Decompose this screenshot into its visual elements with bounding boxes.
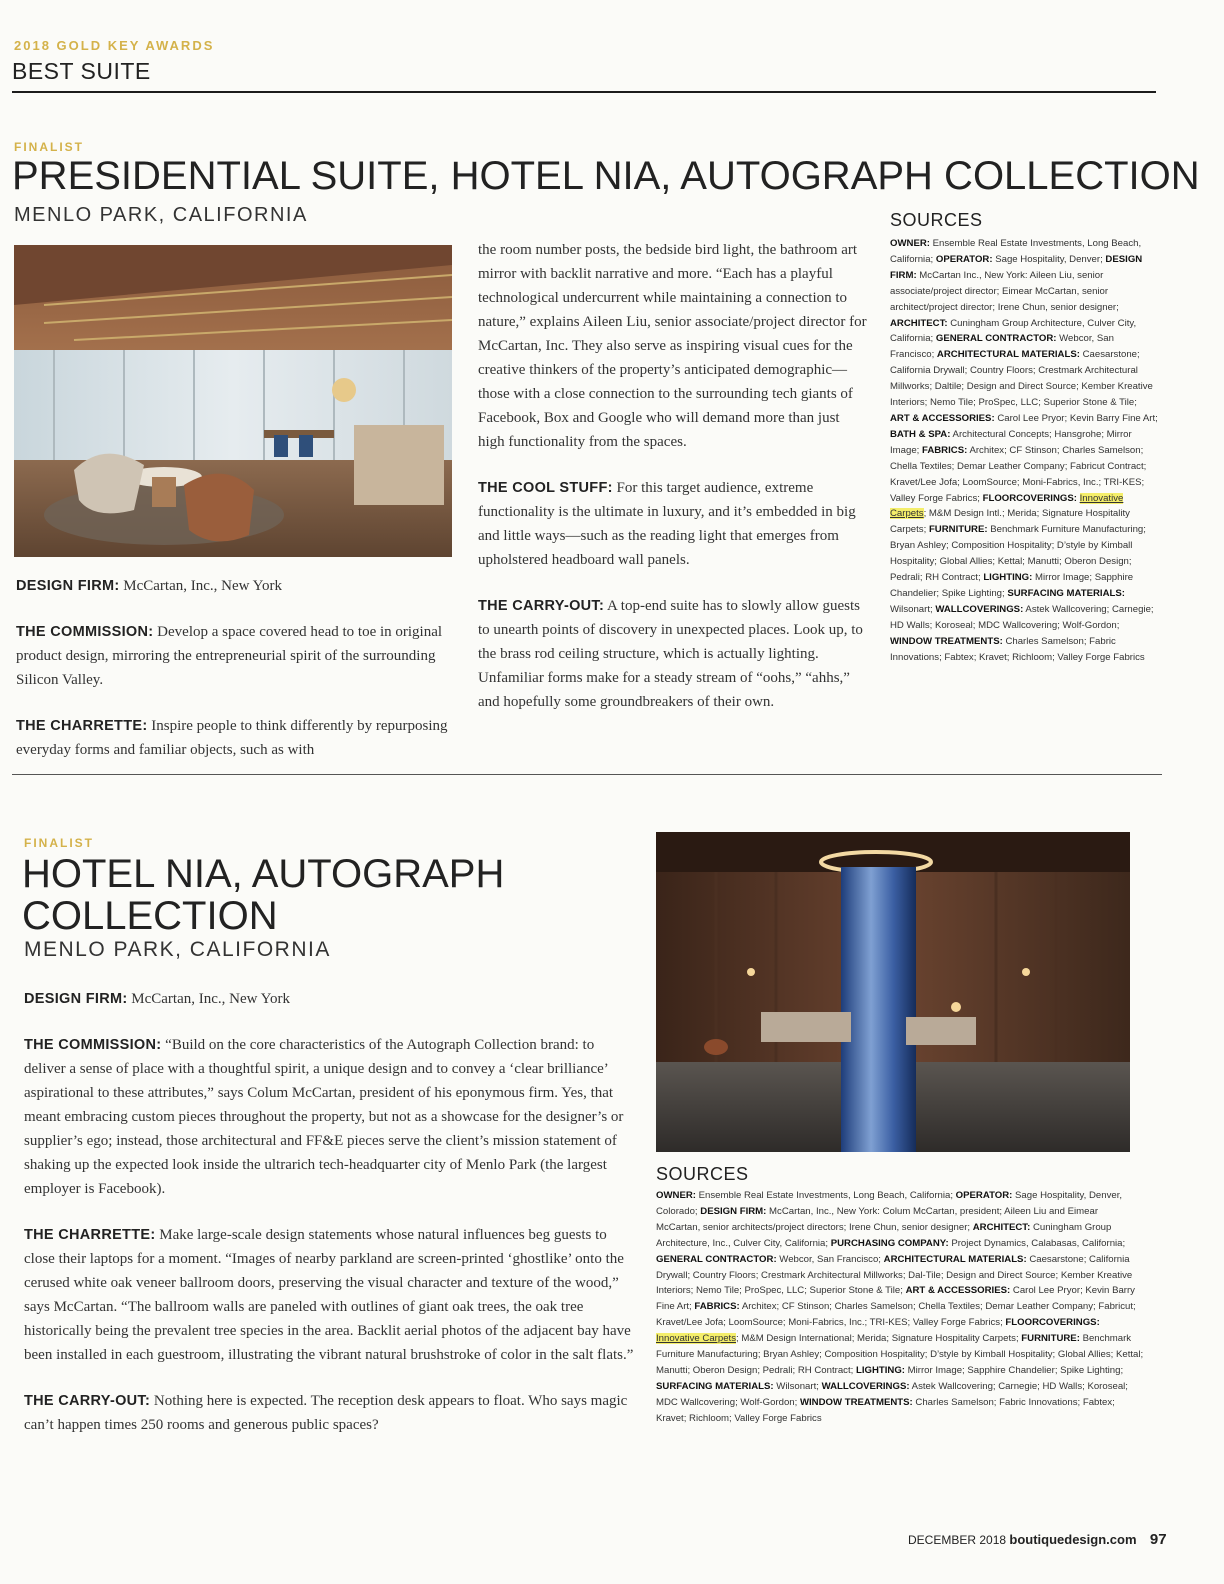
footer-issue: DECEMBER 2018 bbox=[908, 1533, 1007, 1547]
entry1-carry-out: THE CARRY-OUT: A top-end suite has to slowly allow guests to unearth points of discovery in unexpected places. Look up, to the brass rod ceiling structure, which is actually lighting. Unfamiliar forms make for a steady stream of “oohs,” “ahhs,” and hopefully some groundbreakers of their own. bbox=[478, 598, 863, 710]
suite-photo bbox=[14, 245, 452, 557]
highlighted-vendor: Innovative Carpets bbox=[656, 1333, 736, 1345]
source-vendors: Cuningham Group Architecture, Inc., Culver City, California; bbox=[656, 1221, 1112, 1249]
source-vendors: Wilsonart; bbox=[773, 1380, 822, 1392]
source-vendors: Sage Hospitality, Denver; bbox=[992, 253, 1106, 265]
source-category: FABRICS: bbox=[694, 1301, 740, 1313]
entry1-charrette-continued: the room number posts, the bedside bird light, the bathroom art mirror with backlit narrative and more. “Each has a playful technological undercurrent while maintaining a connection to nature,” explains Aileen Liu, senior associate/project director for McCartan, Inc. They also serve as inspiring visual cues for the creative thinkers of the property’s anticipated demographic—those with a close connection to the surrounding tech giants of Facebook, Box and Google who will demand more than just high functionality from the spaces. bbox=[478, 242, 867, 450]
section-title: BEST SUITE bbox=[12, 58, 151, 84]
source-category: FURNITURE: bbox=[928, 524, 988, 536]
entry1-sources-list bbox=[890, 236, 1158, 665]
source-vendors: Caesarstone; California Drywall; Country Floors; Crestmark Architectural Millworks; Daltile; Design and Direct Source; Kember Kreative Interiors; Nemo Tile; ProSpec, LLC; Superior Stone & Tile; bbox=[890, 349, 1153, 409]
source-vendors: Sage Hospitality, Denver, Colorado; bbox=[656, 1190, 1123, 1217]
source-category: LIGHTING: bbox=[983, 572, 1033, 584]
source-category: WINDOW TREATMENTS: bbox=[799, 1396, 913, 1408]
entry2-title: HOTEL NIA, AUTOGRAPH COLLECTION bbox=[22, 852, 505, 938]
entry-divider bbox=[12, 774, 1162, 775]
entry1-sources-title: SOURCES bbox=[890, 210, 983, 230]
source-vendors: Astek Wallcovering; Carnegie; HD Walls; Koroseal; MDC Wallcovering; Wolf-Gordon; bbox=[656, 1380, 1128, 1408]
entry2-location: MENLO PARK, CALIFORNIA bbox=[24, 938, 331, 961]
source-category: FLOORCOVERINGS: bbox=[1005, 1317, 1100, 1329]
source-category: OPERATOR: bbox=[935, 253, 993, 265]
entry2-design-firm: DESIGN FIRM: McCartan, Inc., New York bbox=[24, 991, 290, 1007]
entry1-design-firm: DESIGN FIRM: McCartan, Inc., New York bbox=[16, 578, 282, 594]
source-vendors: Carol Lee Pryor; Kevin Barry Fine Art; bbox=[656, 1285, 1135, 1313]
source-category: DESIGN FIRM: bbox=[890, 253, 1143, 281]
source-vendors: Wilsonart; bbox=[890, 603, 936, 615]
source-category: GENERAL CONTRACTOR: bbox=[656, 1253, 777, 1265]
source-category: DESIGN FIRM: bbox=[700, 1205, 767, 1217]
source-vendors: Carol Lee Pryor; Kevin Barry Fine Art; bbox=[994, 412, 1158, 424]
source-vendors: Architex; CF Stinson; Charles Samelson; Chella Textiles; Demar Leather Company; Fabricut; Kravet/Lee Jofa; LoomSource; Moni-Fabrics, Inc.; TRI-KES; Valley Forge Fabrics; bbox=[656, 1301, 1136, 1329]
source-category: WALLCOVERINGS: bbox=[821, 1380, 910, 1392]
source-vendors: Ensemble Real Estate Investments, Long Beach, California; bbox=[695, 1190, 956, 1201]
source-category: FURNITURE: bbox=[1021, 1333, 1080, 1345]
entry2-finalist-label: FINALIST bbox=[24, 836, 94, 850]
entry2-charrette: THE CHARRETTE: Make large-scale design statements whose natural influences beg guests to close their laptops for a moment. “Images of nearby parkland are screen-printed ‘ghostlike’ onto the cerused white oak veneer ballroom doors, preserving the visual character and texture of the wood,” says McCartan. “The ballroom walls are paneled with outlines of giant oak trees, the oak tree historically being the prevalent tree species in the area. Backlit aerial photos of the adjacent bay have been installed in each guestroom, illustrating the vibrant natural brushstroke of color in the salt flats.” bbox=[24, 1227, 634, 1363]
source-category: ARCHITECTURAL MATERIALS: bbox=[936, 349, 1080, 361]
source-vendors: ; M&M Design Intl.; Merida; Signature Hospitality Carpets; bbox=[890, 508, 1130, 536]
source-vendors: Cuningham Group Architecture, Culver City, California; bbox=[890, 317, 1137, 345]
entry1-title: PRESIDENTIAL SUITE, HOTEL NIA, AUTOGRAPH COLLECTION bbox=[12, 154, 1200, 198]
source-vendors: Architectural Concepts; Hansgrohe; Mirror Image; bbox=[890, 428, 1132, 456]
source-category: ART & ACCESSORIES: bbox=[890, 412, 995, 424]
lobby-photo bbox=[656, 832, 1130, 1152]
source-category: ART & ACCESSORIES: bbox=[905, 1285, 1011, 1297]
source-category: ARCHITECT: bbox=[972, 1221, 1031, 1233]
source-category: BATH & SPA: bbox=[890, 428, 951, 440]
source-vendors: Ensemble Real Estate Investments, Long Beach, California; bbox=[890, 238, 1142, 265]
source-vendors: Architex; CF Stinson; Charles Samelson; Chella Textiles; Demar Leather Company; Fabricut Contract; Kravet/Lee Jofa; LoomSource; Moni-Fabrics, Inc.; TRI-KES; Valley Forge Fabrics; bbox=[890, 444, 1147, 504]
source-vendors: McCartan, Inc., New York: Colum McCartan, president; Aileen Liu and Eimear McCartan, senior architects/project directors; Irene Chun, senior designer; bbox=[656, 1205, 1099, 1233]
section-kicker: 2018 GOLD KEY AWARDS bbox=[14, 38, 215, 53]
source-vendors: Project Dynamics, Calabasas, California; bbox=[948, 1237, 1126, 1249]
source-category: SURFACING MATERIALS: bbox=[656, 1380, 774, 1392]
entry1-charrette: THE CHARRETTE: Inspire people to think differently by repurposing everyday forms and familiar objects, such as with bbox=[16, 718, 448, 758]
entry1-commission: THE COMMISSION: Develop a space covered head to toe in original product design, mirroring the entrepreneurial spirit of the surrounding Silicon Valley. bbox=[16, 624, 443, 688]
source-category: WINDOW TREATMENTS: bbox=[890, 635, 1003, 647]
source-category: OWNER: bbox=[656, 1190, 696, 1201]
source-category: FLOORCOVERINGS: bbox=[982, 492, 1077, 504]
entry1-left-column bbox=[16, 574, 452, 784]
source-category: LIGHTING: bbox=[855, 1364, 905, 1376]
entry2-sources-list bbox=[656, 1188, 1144, 1427]
source-vendors: Caesarstone; California Drywall; Country Floors; Crestmark Architectural Millworks; Dal-Tile; Design and Direct Source; Kember Kreative Interiors; Nemo Tile; ProSpec, LLC; Superior Stone & Tile; bbox=[656, 1253, 1133, 1297]
source-vendors: Webcor, San Francisco; bbox=[890, 333, 1114, 361]
entry1-middle-column bbox=[478, 238, 870, 736]
header-rule bbox=[12, 91, 1156, 93]
entry2-commission: THE COMMISSION: “Build on the core characteristics of the Autograph Collection brand: to deliver a sense of place with a thoughtful spirit, a unique design and to convey a ‘clear brilliance’ aspirational to these attributes,” says Colum McCartan, president of his eponymous firm. Yes, that meant embracing custom pieces throughout the property, but not as a showcase for the designer’s or supplier’s ego; instead, those architectural and FF&E pieces serve the client’s mission statement of shaking up the expected look inside the ultrarich tech-headquarter city of Menlo Park (the largest employer is Facebook). bbox=[24, 1037, 624, 1197]
source-category: WALLCOVERINGS: bbox=[935, 603, 1024, 615]
page-footer bbox=[908, 1531, 1167, 1548]
entry2-main-column bbox=[24, 987, 636, 1459]
source-category: ARCHITECTURAL MATERIALS: bbox=[883, 1253, 1027, 1265]
entry1-cool-stuff: THE COOL STUFF: For this target audience, extreme functionality is the ultimate in luxury, and it’s embedded in big and little ways—such as the reading light that emerges from upholstered headboard wall panels. bbox=[478, 480, 856, 568]
source-vendors: Benchmark Furniture Manufacturing; Bryan Ashley; Composition Hospitality; D’style by Kimball Hospitality; Global Allies; Kettal; Manutti; Oberon Design; Pedrali; RH Contract; bbox=[656, 1333, 1144, 1376]
source-vendors: Mirror Image; Sapphire Chandelier; Spike Lighting; bbox=[905, 1364, 1124, 1376]
source-category: PURCHASING COMPANY: bbox=[830, 1237, 949, 1249]
source-vendors: ; M&M Design International; Merida; Signature Hospitality Carpets; bbox=[736, 1333, 1022, 1345]
source-vendors: Benchmark Furniture Manufacturing; Bryan Ashley; Composition Hospitality; D’style by Kimball Hospitality; Global Allies; Kettal; Manutti; Oberon Design; Pedrali; RH Contract; bbox=[890, 524, 1146, 584]
source-vendors: Astek Wallcovering; Carnegie; HD Walls; Koroseal; MDC Wallcovering; Wolf-Gordon; bbox=[890, 603, 1154, 631]
highlighted-vendor: Innovative Carpets bbox=[890, 492, 1124, 520]
source-vendors: McCartan Inc., New York: Aileen Liu, senior associate/project director; Eimear McCartan, senior architect/project director; Irene Chun, senior designer; bbox=[890, 269, 1119, 313]
source-category: ARCHITECT: bbox=[890, 317, 948, 329]
footer-site: boutiquedesign.com bbox=[1009, 1532, 1137, 1547]
source-category: SURFACING MATERIALS: bbox=[1007, 587, 1125, 599]
entry1-finalist-label: FINALIST bbox=[14, 140, 84, 154]
source-category: GENERAL CONTRACTOR: bbox=[935, 333, 1057, 345]
entry2-sources-title: SOURCES bbox=[656, 1164, 749, 1184]
footer-page-number: 97 bbox=[1149, 1531, 1167, 1548]
source-vendors: Webcor, San Francisco; bbox=[776, 1253, 884, 1265]
source-vendors: Charles Samelson; Fabric Innovations; Fabtex; Kravet; Richloom; Valley Forge Fabrics bbox=[890, 635, 1145, 663]
entry1-location: MENLO PARK, CALIFORNIA bbox=[14, 204, 308, 226]
source-category: OWNER: bbox=[890, 238, 930, 249]
source-category: FABRICS: bbox=[922, 444, 968, 456]
source-vendors: Mirror Image; Sapphire Chandelier; Spike Lighting; bbox=[890, 572, 1134, 599]
source-category: OPERATOR: bbox=[955, 1190, 1013, 1201]
source-vendors: Charles Samelson; Fabric Innovations; Fabtex; Kravet; Richloom; Valley Forge Fabrics bbox=[656, 1396, 1115, 1424]
entry2-carry-out: THE CARRY-OUT: Nothing here is expected. The reception desk appears to float. Who says magic can’t happen times 250 rooms and generous public spaces? bbox=[24, 1393, 628, 1433]
